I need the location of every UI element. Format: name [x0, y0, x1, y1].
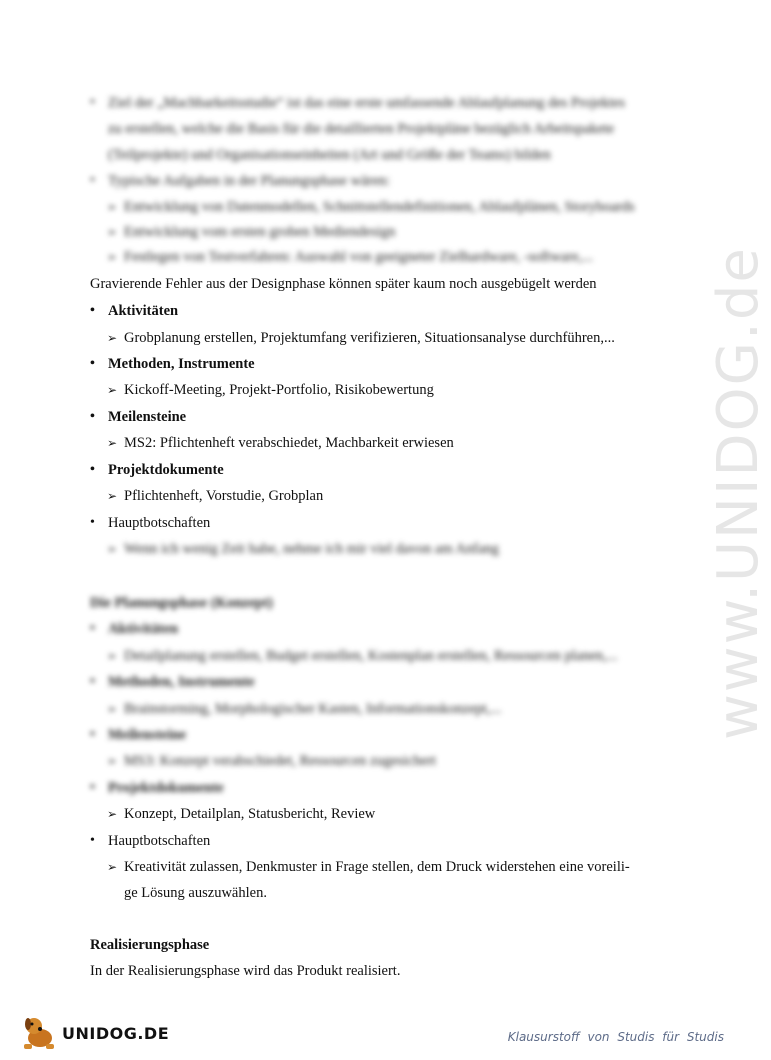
- activities-text: ➢ Grobplanung erstellen, Projektumfang verifizieren, Situationsanalyse durchführen,...: [124, 329, 615, 347]
- logo-text: UNIDOG.DE: [62, 1024, 170, 1043]
- blurred-milestones-label: • Meilensteine: [108, 726, 186, 744]
- blurred-bullet-1-line-3: (Teilprojekte) und Organisationseinheiten (Art und Größe der Teams) bilden: [108, 147, 551, 163]
- blurred-methods-label: • Methoden, Instrumente: [108, 673, 255, 691]
- milestones-label: • Meilensteine: [108, 408, 186, 426]
- methods-label: • Methoden, Instrumente: [108, 355, 255, 373]
- documents-text: ➢ Pflichtenheft, Vorstudie, Grobplan: [124, 487, 323, 505]
- unidog-logo: [18, 1012, 170, 1052]
- methods-text: ➢ Kickoff-Meeting, Projekt-Portfolio, Risikobewertung: [124, 381, 434, 399]
- planning-messages-line-1: ➢ Kreativität zulassen, Denkmuster in Frage stellen, dem Druck widerstehen eine voreili-: [124, 858, 630, 876]
- blurred-activities-text: ➢ Detailplanung erstellen, Budget erstellen, Kostenplan erstellen, Ressourcen planen,...: [124, 647, 618, 665]
- planning-messages-line-2: ge Lösung auszuwählen.: [124, 885, 267, 901]
- blurred-sub-item-2: ➢ Entwicklung vom ersten groben Mediendesign: [124, 223, 395, 241]
- blurred-milestones-text: ➢ MS3: Konzept verabschiedet, Ressourcen zugesichert: [124, 752, 436, 770]
- footer-tagline: Klausurstoff von Studis für Studis: [507, 1030, 724, 1044]
- blurred-sub-item-1: ➢ Entwicklung von Datenmodellen, Schnittstellendefinitionen, Ablaufplänen, Storyboards: [124, 198, 635, 216]
- blurred-methods-text: ➢ Brainstorming, Morphologischer Kasten, Informationskonzept,...: [124, 700, 501, 718]
- blurred-documents-label: • Projektdokumente: [108, 779, 224, 797]
- documents-label: • Projektdokumente: [108, 461, 224, 479]
- blurred-activities-label: • Aktivitäten: [108, 620, 178, 638]
- realisation-text: In der Realisierungsphase wird das Produkt realisiert.: [90, 963, 401, 979]
- realisation-heading: Realisierungsphase: [90, 937, 210, 953]
- blurred-sub-item-3: ➢ Festlegen von Testverfahren: Auswahl von geeigneter Zielhardware, -software,...: [124, 248, 593, 266]
- watermark-text: www.UNIDOG.de: [706, 246, 771, 740]
- blurred-bullet-1-line-2: zu erstellen, welche die Basis für die detaillierten Projektpläne bezüglich Arbeitspakete: [108, 121, 615, 137]
- blurred-bullet-1-line-1: • Ziel der „Machbarkeitsstudie“ ist das eine erste umfassende Ablaufplanung des Projektes: [108, 94, 625, 112]
- messages-label: • Hauptbotschaften: [108, 514, 210, 532]
- dog-icon: [18, 1012, 62, 1052]
- planning-messages-label: • Hauptbotschaften: [108, 832, 210, 850]
- intro-text: Gravierende Fehler aus der Designphase können später kaum noch ausgebügelt werden: [90, 276, 597, 292]
- blurred-bullet-2: • Typische Aufgaben in der Planungsphase wären:: [108, 172, 390, 190]
- planning-documents-text: ➢ Konzept, Detailplan, Statusbericht, Review: [124, 805, 375, 823]
- milestones-text: ➢ MS2: Pflichtenheft verabschiedet, Machbarkeit erwiesen: [124, 434, 454, 452]
- blurred-planning-heading: Die Planungsphase (Konzept): [90, 595, 273, 611]
- blurred-messages-text: ➢ Wenn ich wenig Zeit habe, nehme ich mir viel davon am Anfang: [124, 540, 499, 558]
- activities-label: • Aktivitäten: [108, 302, 178, 320]
